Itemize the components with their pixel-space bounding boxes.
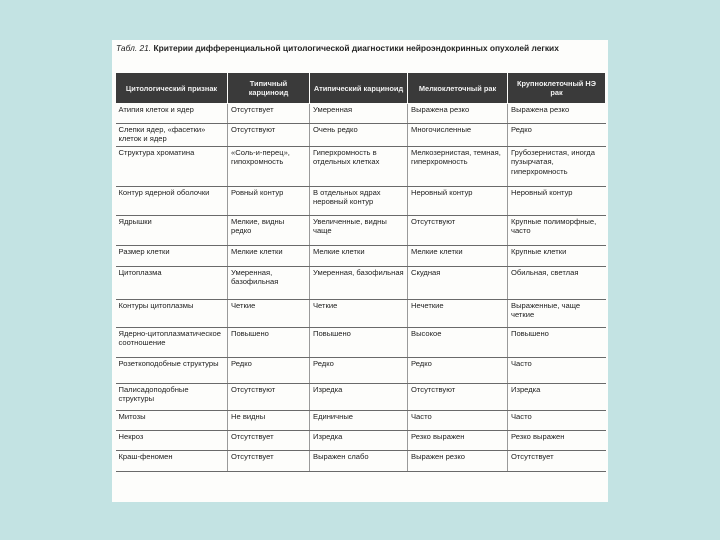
table-cell: Повышено bbox=[508, 328, 606, 358]
table-cell: Четкие bbox=[228, 300, 310, 328]
table-row bbox=[116, 384, 606, 411]
table-cell: Нечеткие bbox=[408, 300, 508, 328]
table-cell: Очень редко bbox=[310, 124, 408, 147]
table-cell: Отсутствует bbox=[228, 451, 310, 472]
table-cell: Четкие bbox=[310, 300, 408, 328]
table-row bbox=[116, 411, 606, 431]
table-cell: Отсутствует bbox=[228, 104, 310, 124]
row-criterion: Ядерно-цитоплазматическое соотношение bbox=[116, 328, 228, 358]
criteria-table bbox=[115, 72, 606, 472]
row-criterion: Палисадоподобные структуры bbox=[116, 384, 228, 411]
table-cell: Редко bbox=[408, 358, 508, 384]
caption-title: Критерии дифференциальной цитологической диагностики нейроэндокринных опухолей легких bbox=[153, 43, 559, 53]
table-header-row bbox=[116, 73, 606, 104]
table-cell: Увеличенные, видны чаще bbox=[310, 216, 408, 246]
table-cell: Часто bbox=[408, 411, 508, 431]
header-cytological-sign: Цитологический признак bbox=[116, 73, 228, 104]
row-criterion: Ядрышки bbox=[116, 216, 228, 246]
table-cell: Изредка bbox=[310, 384, 408, 411]
row-criterion: Атипия клеток и ядер bbox=[116, 104, 228, 124]
table-row bbox=[116, 451, 606, 472]
table-cell: Не видны bbox=[228, 411, 310, 431]
header-large-cell: Крупноклеточный НЭ рак bbox=[508, 73, 606, 104]
table-cell: Крупные клетки bbox=[508, 246, 606, 267]
row-criterion: Структура хроматина bbox=[116, 147, 228, 187]
table-cell: Отсутствует bbox=[228, 431, 310, 451]
table-cell: Изредка bbox=[310, 431, 408, 451]
table-cell: Умеренная bbox=[310, 104, 408, 124]
table-cell: Отсутствуют bbox=[408, 216, 508, 246]
row-criterion: Слепки ядер, «фасетки» клеток и ядер bbox=[116, 124, 228, 147]
table-cell: Мелкие клетки bbox=[408, 246, 508, 267]
table-cell: Обильная, светлая bbox=[508, 267, 606, 300]
table-row bbox=[116, 431, 606, 451]
table-row bbox=[116, 246, 606, 267]
row-criterion: Контур ядерной оболочки bbox=[116, 187, 228, 216]
row-criterion: Цитоплазма bbox=[116, 267, 228, 300]
row-criterion: Некроз bbox=[116, 431, 228, 451]
table-cell: Неровный контур bbox=[408, 187, 508, 216]
row-criterion: Контуры цитоплазмы bbox=[116, 300, 228, 328]
table-cell: Многочисленные bbox=[408, 124, 508, 147]
table-cell: Выражен резко bbox=[408, 451, 508, 472]
table-cell: Мелкозернистая, темная, гиперхромность bbox=[408, 147, 508, 187]
table-cell: Единичные bbox=[310, 411, 408, 431]
table-caption bbox=[116, 43, 606, 54]
table-cell: Выраженные, чаще четкие bbox=[508, 300, 606, 328]
table-row bbox=[116, 358, 606, 384]
row-criterion: Краш-феномен bbox=[116, 451, 228, 472]
table-row bbox=[116, 147, 606, 187]
table-cell: Редко bbox=[228, 358, 310, 384]
table-cell: В отдельных ядрах неровный контур bbox=[310, 187, 408, 216]
table-cell: Скудная bbox=[408, 267, 508, 300]
table-cell: Повышено bbox=[228, 328, 310, 358]
table-cell: Гиперхромность в отдельных клетках bbox=[310, 147, 408, 187]
table-cell: Мелкие клетки bbox=[310, 246, 408, 267]
row-criterion: Митозы bbox=[116, 411, 228, 431]
table-row bbox=[116, 104, 606, 124]
header-typical-carcinoid: Типичный карциноид bbox=[228, 73, 310, 104]
table-cell: Резко выражен bbox=[508, 431, 606, 451]
table-cell: Повышено bbox=[310, 328, 408, 358]
table-cell: Мелкие, видны редко bbox=[228, 216, 310, 246]
table-cell: Неровный контур bbox=[508, 187, 606, 216]
row-criterion: Розеткоподобные структуры bbox=[116, 358, 228, 384]
table-row bbox=[116, 187, 606, 216]
table-cell: Выражена резко bbox=[508, 104, 606, 124]
table-cell: Редко bbox=[508, 124, 606, 147]
table-cell: Отсутствуют bbox=[408, 384, 508, 411]
table-cell: Редко bbox=[310, 358, 408, 384]
table-cell: «Соль-и-перец», гипохромность bbox=[228, 147, 310, 187]
table-cell: Часто bbox=[508, 411, 606, 431]
table-cell: Отсутствуют bbox=[228, 384, 310, 411]
table-row bbox=[116, 124, 606, 147]
table-row bbox=[116, 216, 606, 246]
table-cell: Мелкие клетки bbox=[228, 246, 310, 267]
table-cell: Умеренная, базофильная bbox=[228, 267, 310, 300]
table-row bbox=[116, 328, 606, 358]
row-criterion: Размер клетки bbox=[116, 246, 228, 267]
table-row bbox=[116, 300, 606, 328]
slide bbox=[112, 40, 608, 502]
table-cell: Выражен слабо bbox=[310, 451, 408, 472]
table-cell: Отсутствуют bbox=[228, 124, 310, 147]
table-cell: Крупные полиморфные, часто bbox=[508, 216, 606, 246]
table-cell: Часто bbox=[508, 358, 606, 384]
table-cell: Резко выражен bbox=[408, 431, 508, 451]
table-row bbox=[116, 267, 606, 300]
table-cell: Изредка bbox=[508, 384, 606, 411]
header-small-cell: Мелкоклеточный рак bbox=[408, 73, 508, 104]
header-atypical-carcinoid: Атипический карциноид bbox=[310, 73, 408, 104]
table-cell: Высокое bbox=[408, 328, 508, 358]
table-cell: Грубозернистая, иногда пузырчатая, гиперхромность bbox=[508, 147, 606, 187]
table-cell: Ровный контур bbox=[228, 187, 310, 216]
caption-prefix: Табл. 21. bbox=[116, 43, 152, 53]
table-cell: Выражена резко bbox=[408, 104, 508, 124]
table-cell: Умеренная, базофильная bbox=[310, 267, 408, 300]
table-cell: Отсутствует bbox=[508, 451, 606, 472]
